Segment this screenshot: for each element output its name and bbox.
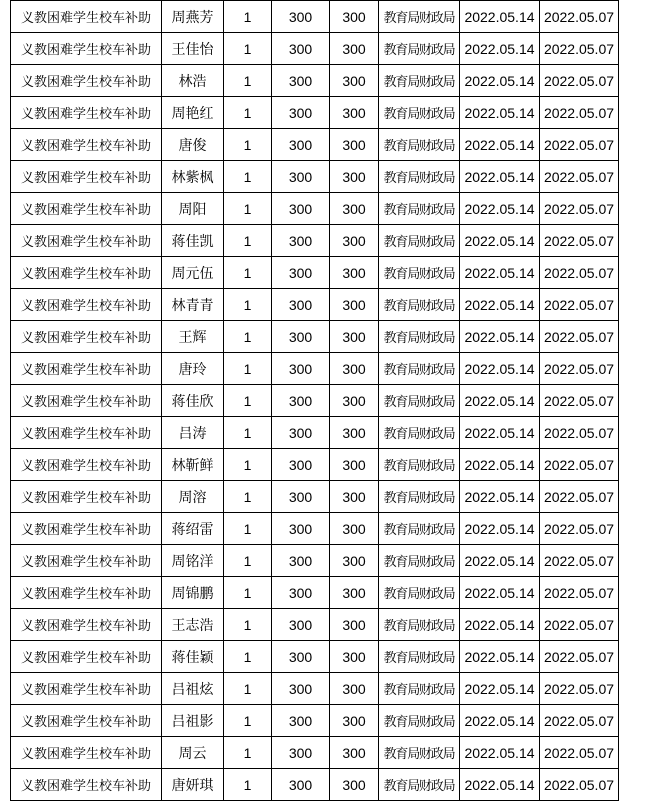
cell-department: 教育局财政局 [379,161,460,193]
cell-recipient-name: 蒋绍雷 [162,513,224,545]
cell-amount: 300 [330,769,379,801]
cell-project: 义教困难学生校车补助 [11,193,162,225]
cell-date-2: 2022.05.07 [540,129,619,161]
cell-count: 1 [224,33,272,65]
cell-amount: 300 [330,353,379,385]
cell-project: 义教困难学生校车补助 [11,737,162,769]
cell-department: 教育局财政局 [379,641,460,673]
cell-date-1: 2022.05.14 [460,321,540,353]
cell-department: 教育局财政局 [379,609,460,641]
cell-count: 1 [224,353,272,385]
cell-project: 义教困难学生校车补助 [11,641,162,673]
cell-date-1: 2022.05.14 [460,481,540,513]
subsidy-table [10,0,619,801]
cell-count: 1 [224,673,272,705]
cell-standard: 300 [272,769,330,801]
cell-recipient-name: 周溶 [162,481,224,513]
cell-date-2: 2022.05.07 [540,769,619,801]
cell-amount: 300 [330,641,379,673]
cell-project: 义教困难学生校车补助 [11,65,162,97]
table-row [11,673,619,705]
cell-count: 1 [224,257,272,289]
cell-date-1: 2022.05.14 [460,705,540,737]
cell-date-2: 2022.05.07 [540,1,619,33]
cell-recipient-name: 王辉 [162,321,224,353]
cell-project: 义教困难学生校车补助 [11,97,162,129]
cell-amount: 300 [330,417,379,449]
cell-standard: 300 [272,161,330,193]
cell-department: 教育局财政局 [379,33,460,65]
cell-date-1: 2022.05.14 [460,385,540,417]
cell-count: 1 [224,513,272,545]
cell-standard: 300 [272,193,330,225]
table-row [11,225,619,257]
cell-amount: 300 [330,577,379,609]
cell-standard: 300 [272,705,330,737]
cell-count: 1 [224,65,272,97]
cell-department: 教育局财政局 [379,513,460,545]
table-row [11,609,619,641]
cell-date-1: 2022.05.14 [460,673,540,705]
cell-recipient-name: 周云 [162,737,224,769]
cell-amount: 300 [330,705,379,737]
table-row [11,641,619,673]
cell-standard: 300 [272,33,330,65]
table-row [11,257,619,289]
cell-department: 教育局财政局 [379,257,460,289]
cell-standard: 300 [272,97,330,129]
cell-date-1: 2022.05.14 [460,769,540,801]
cell-amount: 300 [330,449,379,481]
cell-date-2: 2022.05.07 [540,737,619,769]
cell-recipient-name: 吕祖炫 [162,673,224,705]
cell-date-2: 2022.05.07 [540,257,619,289]
cell-count: 1 [224,737,272,769]
cell-date-2: 2022.05.07 [540,225,619,257]
cell-amount: 300 [330,161,379,193]
cell-count: 1 [224,417,272,449]
table-row [11,97,619,129]
cell-date-1: 2022.05.14 [460,65,540,97]
cell-project: 义教困难学生校车补助 [11,609,162,641]
cell-project: 义教困难学生校车补助 [11,481,162,513]
cell-date-1: 2022.05.14 [460,161,540,193]
cell-standard: 300 [272,257,330,289]
cell-standard: 300 [272,641,330,673]
cell-amount: 300 [330,129,379,161]
cell-date-1: 2022.05.14 [460,289,540,321]
cell-date-1: 2022.05.14 [460,129,540,161]
cell-count: 1 [224,449,272,481]
cell-department: 教育局财政局 [379,417,460,449]
cell-date-2: 2022.05.07 [540,385,619,417]
cell-date-1: 2022.05.14 [460,449,540,481]
cell-count: 1 [224,705,272,737]
cell-amount: 300 [330,545,379,577]
cell-standard: 300 [272,65,330,97]
cell-department: 教育局财政局 [379,65,460,97]
cell-standard: 300 [272,1,330,33]
table-row [11,161,619,193]
cell-standard: 300 [272,609,330,641]
cell-recipient-name: 林浩 [162,65,224,97]
table-row [11,289,619,321]
cell-date-2: 2022.05.07 [540,609,619,641]
cell-date-2: 2022.05.07 [540,289,619,321]
cell-project: 义教困难学生校车补助 [11,353,162,385]
cell-department: 教育局财政局 [379,673,460,705]
cell-department: 教育局财政局 [379,737,460,769]
cell-department: 教育局财政局 [379,1,460,33]
cell-date-1: 2022.05.14 [460,97,540,129]
cell-date-2: 2022.05.07 [540,577,619,609]
cell-amount: 300 [330,193,379,225]
table-row [11,417,619,449]
cell-date-1: 2022.05.14 [460,577,540,609]
cell-amount: 300 [330,321,379,353]
cell-amount: 300 [330,385,379,417]
cell-recipient-name: 林青青 [162,289,224,321]
cell-recipient-name: 蒋佳凯 [162,225,224,257]
cell-department: 教育局财政局 [379,97,460,129]
cell-recipient-name: 周锦鹏 [162,577,224,609]
cell-count: 1 [224,225,272,257]
cell-count: 1 [224,129,272,161]
cell-project: 义教困难学生校车补助 [11,257,162,289]
cell-standard: 300 [272,385,330,417]
cell-standard: 300 [272,129,330,161]
cell-amount: 300 [330,609,379,641]
cell-project: 义教困难学生校车补助 [11,417,162,449]
cell-date-1: 2022.05.14 [460,737,540,769]
cell-recipient-name: 周阳 [162,193,224,225]
cell-date-2: 2022.05.07 [540,417,619,449]
cell-date-2: 2022.05.07 [540,449,619,481]
cell-count: 1 [224,385,272,417]
cell-date-2: 2022.05.07 [540,353,619,385]
cell-count: 1 [224,641,272,673]
table-body [11,1,619,801]
cell-date-1: 2022.05.14 [460,257,540,289]
cell-recipient-name: 唐妍琪 [162,769,224,801]
cell-department: 教育局财政局 [379,769,460,801]
cell-date-1: 2022.05.14 [460,609,540,641]
cell-date-1: 2022.05.14 [460,641,540,673]
cell-date-2: 2022.05.07 [540,97,619,129]
table-row [11,353,619,385]
cell-department: 教育局财政局 [379,129,460,161]
cell-recipient-name: 唐俊 [162,129,224,161]
cell-project: 义教困难学生校车补助 [11,225,162,257]
cell-date-2: 2022.05.07 [540,705,619,737]
cell-amount: 300 [330,673,379,705]
cell-date-2: 2022.05.07 [540,321,619,353]
cell-recipient-name: 周铭洋 [162,545,224,577]
cell-standard: 300 [272,545,330,577]
cell-standard: 300 [272,513,330,545]
cell-project: 义教困难学生校车补助 [11,769,162,801]
cell-count: 1 [224,289,272,321]
cell-date-2: 2022.05.07 [540,33,619,65]
cell-recipient-name: 周元伍 [162,257,224,289]
cell-recipient-name: 林紫枫 [162,161,224,193]
cell-project: 义教困难学生校车补助 [11,449,162,481]
table-row [11,321,619,353]
cell-recipient-name: 林靳鲜 [162,449,224,481]
cell-amount: 300 [330,33,379,65]
cell-date-1: 2022.05.14 [460,33,540,65]
table-row [11,481,619,513]
table-row [11,1,619,33]
cell-date-2: 2022.05.07 [540,641,619,673]
cell-standard: 300 [272,481,330,513]
cell-count: 1 [224,193,272,225]
cell-count: 1 [224,97,272,129]
cell-count: 1 [224,481,272,513]
cell-recipient-name: 蒋佳欣 [162,385,224,417]
cell-date-1: 2022.05.14 [460,225,540,257]
cell-amount: 300 [330,97,379,129]
cell-date-1: 2022.05.14 [460,513,540,545]
cell-standard: 300 [272,225,330,257]
cell-department: 教育局财政局 [379,225,460,257]
cell-amount: 300 [330,481,379,513]
cell-standard: 300 [272,321,330,353]
table-row [11,385,619,417]
table-row [11,577,619,609]
cell-recipient-name: 王佳怡 [162,33,224,65]
cell-project: 义教困难学生校车补助 [11,289,162,321]
cell-standard: 300 [272,673,330,705]
cell-standard: 300 [272,449,330,481]
cell-department: 教育局财政局 [379,385,460,417]
cell-department: 教育局财政局 [379,321,460,353]
cell-date-2: 2022.05.07 [540,193,619,225]
cell-date-1: 2022.05.14 [460,193,540,225]
cell-department: 教育局财政局 [379,577,460,609]
table-row [11,705,619,737]
cell-recipient-name: 吕涛 [162,417,224,449]
cell-standard: 300 [272,353,330,385]
cell-department: 教育局财政局 [379,289,460,321]
cell-department: 教育局财政局 [379,481,460,513]
cell-recipient-name: 周燕芳 [162,1,224,33]
cell-department: 教育局财政局 [379,353,460,385]
cell-project: 义教困难学生校车补助 [11,513,162,545]
cell-date-2: 2022.05.07 [540,481,619,513]
cell-count: 1 [224,769,272,801]
cell-date-1: 2022.05.14 [460,353,540,385]
cell-department: 教育局财政局 [379,545,460,577]
table-row [11,65,619,97]
cell-standard: 300 [272,577,330,609]
cell-project: 义教困难学生校车补助 [11,545,162,577]
cell-count: 1 [224,321,272,353]
cell-recipient-name: 吕祖影 [162,705,224,737]
cell-count: 1 [224,1,272,33]
cell-amount: 300 [330,513,379,545]
cell-recipient-name: 蒋佳颖 [162,641,224,673]
cell-project: 义教困难学生校车补助 [11,321,162,353]
cell-project: 义教困难学生校车补助 [11,129,162,161]
cell-date-1: 2022.05.14 [460,1,540,33]
cell-date-2: 2022.05.07 [540,161,619,193]
cell-standard: 300 [272,737,330,769]
table-row [11,769,619,801]
cell-date-2: 2022.05.07 [540,545,619,577]
cell-recipient-name: 唐玲 [162,353,224,385]
cell-project: 义教困难学生校车补助 [11,1,162,33]
cell-amount: 300 [330,737,379,769]
cell-project: 义教困难学生校车补助 [11,385,162,417]
cell-date-1: 2022.05.14 [460,417,540,449]
cell-project: 义教困难学生校车补助 [11,673,162,705]
cell-date-1: 2022.05.14 [460,545,540,577]
table-row [11,33,619,65]
cell-amount: 300 [330,225,379,257]
cell-project: 义教困难学生校车补助 [11,577,162,609]
table-row [11,193,619,225]
cell-department: 教育局财政局 [379,193,460,225]
cell-amount: 300 [330,257,379,289]
subsidy-table-container [10,0,618,801]
cell-standard: 300 [272,289,330,321]
cell-amount: 300 [330,65,379,97]
cell-count: 1 [224,161,272,193]
table-row [11,545,619,577]
cell-date-2: 2022.05.07 [540,673,619,705]
cell-count: 1 [224,545,272,577]
cell-project: 义教困难学生校车补助 [11,705,162,737]
cell-department: 教育局财政局 [379,449,460,481]
cell-count: 1 [224,609,272,641]
cell-date-2: 2022.05.07 [540,513,619,545]
table-row [11,449,619,481]
cell-project: 义教困难学生校车补助 [11,161,162,193]
cell-recipient-name: 周艳红 [162,97,224,129]
cell-amount: 300 [330,289,379,321]
cell-amount: 300 [330,1,379,33]
cell-date-2: 2022.05.07 [540,65,619,97]
table-row [11,513,619,545]
table-row [11,129,619,161]
cell-standard: 300 [272,417,330,449]
cell-recipient-name: 王志浩 [162,609,224,641]
cell-project: 义教困难学生校车补助 [11,33,162,65]
table-row [11,737,619,769]
cell-count: 1 [224,577,272,609]
cell-department: 教育局财政局 [379,705,460,737]
